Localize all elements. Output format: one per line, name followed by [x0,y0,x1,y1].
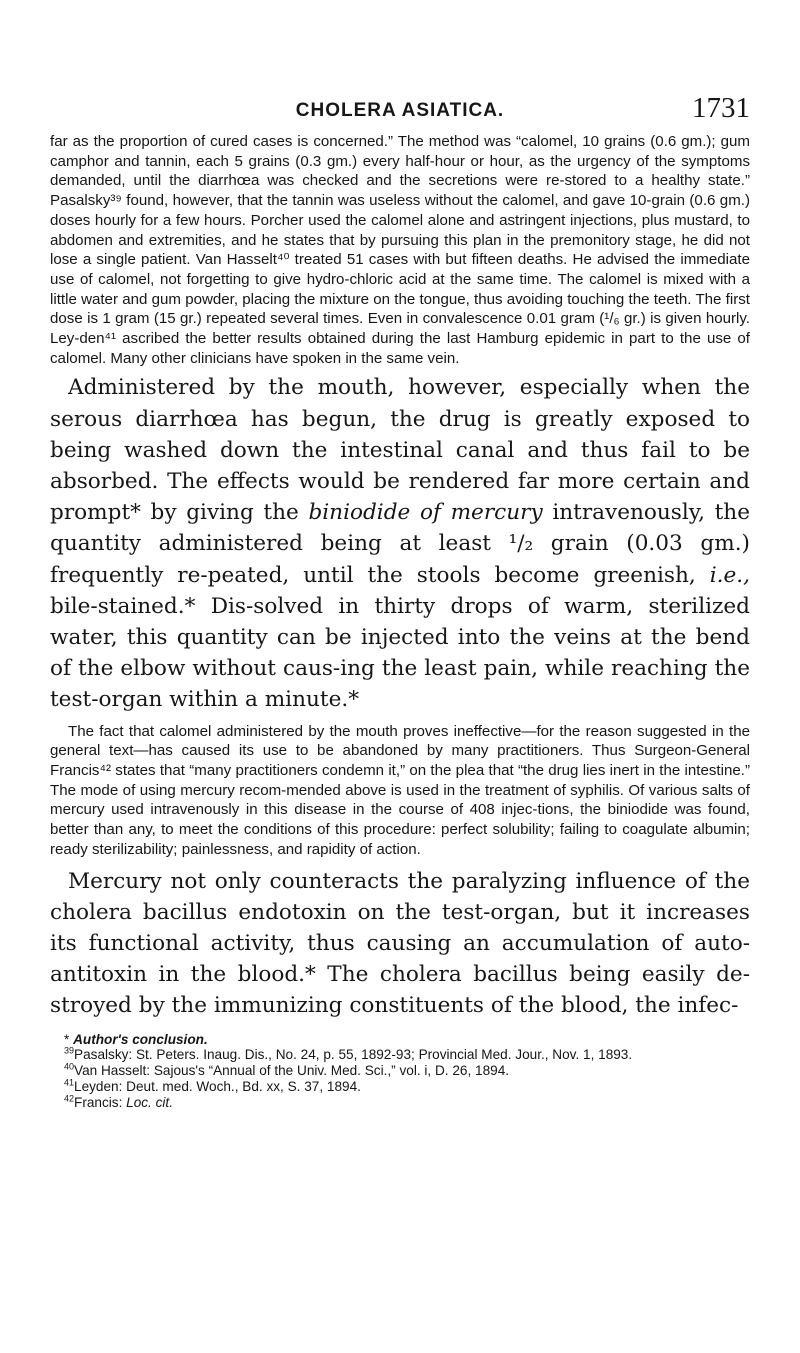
footnote-42 [50,1095,750,1111]
paragraph-biniodide-intravenous [50,372,750,715]
footnote-text: Leyden: Deut. med. Woch., Bd. xx, S. 37, 1894. [74,1079,361,1094]
footnote-number: 42 [64,1093,75,1104]
page-number: 1731 [692,92,750,124]
footnote-number: 40 [64,1061,75,1072]
loc-cit: Loc. cit. [126,1094,173,1110]
running-head [50,92,750,132]
footnote-40 [50,1063,750,1079]
footnote-text: Van Hasselt: Sajous's “Annual of the Univ. Med. Sci.,” vol. i, D. 26, 1894. [74,1063,510,1079]
paragraph-calomel-ineffective: The fact that calomel administered by the mouth proves ineffective—for the reason suggested in the general text—has caused its use to be abandoned by many practitioners. Thus Surgeon-General Francis⁴² states that “many practitioners condemn it,” on the plea that “the drug lies inert in the intestine.” The mode of using mercury recom-mended above is used in the treatment of syphilis. Of various salts of mercury used intravenously in this disease in the course of 408 injec-tions, the biniodide was found, better than any, to meet the conditions of this procedure: perfect solubility; failing to coagulate albumin; ready sterilizability; painlessness, and rapidity of action. [50,722,750,858]
italic-ie: i.e., [709,562,750,588]
footnote-author [50,1032,750,1048]
author-conclusion: Author's conclusion. [73,1031,208,1047]
text-run: bile-stained.* Dis-solved in thirty drops of warm, sterilized water, this quantity can be injected into the veins at the bend of the elbow without caus-ing the least pain, while reaching the test-organ within a minute.* [50,593,750,713]
footnotes [50,1032,750,1111]
book-page [50,92,750,1111]
footnote-number: 39 [64,1045,75,1056]
footnote-41 [50,1079,750,1095]
footnote-number: 41 [64,1077,75,1088]
text-run: intravenously, the quantity administered being at least ¹/₂ grain (0.03 gm.) frequently re-peated, until the stools become greenish, [50,500,750,588]
footnote-39 [50,1047,750,1063]
footnote-text: Francis: [74,1094,127,1110]
text-run: Administered by the mouth, however, especially when the serous diarrhœa has begun, the drug is greatly exposed to being washed down the intestinal canal and thus fail to be absorbed. The effects would be rendered far more certain and prompt* by giving the [50,375,750,526]
footnote-text: Pasalsky: St. Peters. Inaug. Dis., No. 24, p. 55, 1892-93; Provincial Med. Jour., Nov. 1, 1893. [74,1047,633,1063]
asterisk-mark: * [64,1031,74,1047]
paragraph-calomel-methods: far as the proportion of cured cases is concerned.” The method was “calomel, 10 grains (0.6 gm.); gum camphor and tannin, each 5 grains (0.3 gm.) every half-hour or hour, as the urgency of the symptoms demanded, until the diarrhœa was checked and the secretions were re-stored to a healthy state.” Pasalsky³⁹ found, however, that the tannin was useless without the calomel, and gave 10-grain (0.6 gm.) doses hourly for a few hours. Porcher used the calomel alone and astringent injections, plus mustard, to abdomen and extremities, and he states that by pursuing this plan in the premonitory stage, he did not lose a single patient. Van Hasselt⁴⁰ treated 51 cases with but fifteen deaths. He advised the immediate use of calomel, not forgetting to give hydro-chloric acid at the same time. The calomel is mixed with a little water and gum powder, placing the mixture on the tongue, thus avoiding touching the teeth. The first dose is 1 gram (15 gr.) repeated several times. Even in convalescence 0.01 gram (¹/₆ gr.) is given hourly. Ley-den⁴¹ ascribed the better results obtained during the last Hamburg epidemic in part to the use of calomel. Many other clinicians have spoken in the same vein. [50,133,750,367]
italic-term-biniodide: biniodide of mercury [308,500,543,526]
running-title: CHOLERA ASIATICA. [295,100,505,121]
paragraph-mercury-action: Mercury not only counteracts the paralyzing influence of the cholera bacillus endotoxin on the test-organ, but it increases its functional activity, thus causing an accumulation of auto-antitoxin in the blood.* The cholera bacillus being easily de-stroyed by the immunizing constituents of the blood, the infec- [50,868,750,1019]
